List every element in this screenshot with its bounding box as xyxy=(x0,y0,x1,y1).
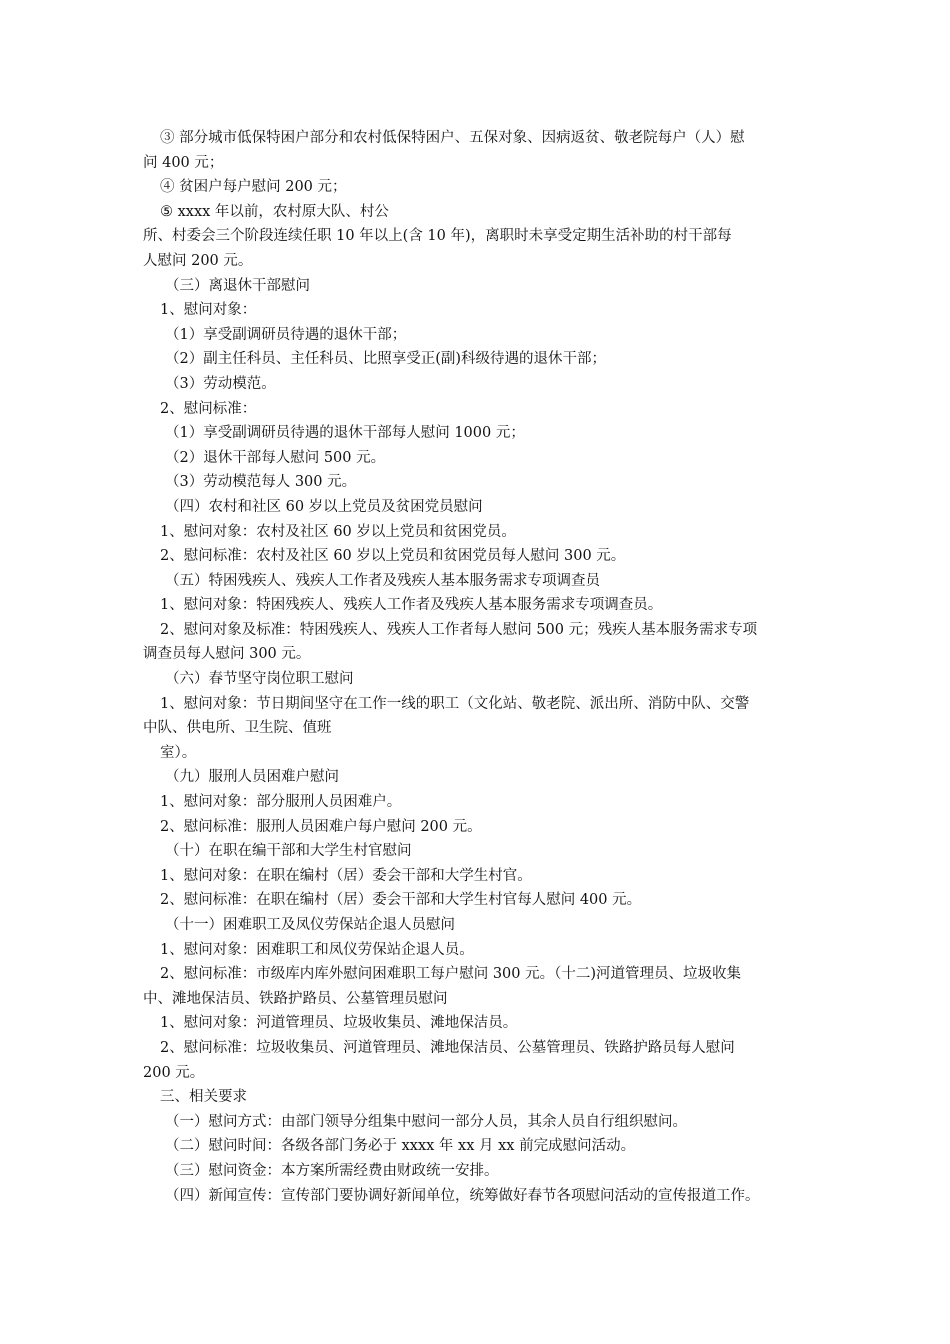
text-line: 1、慰问对象：农村及社区 60 岁以上党员和贫困党员。 xyxy=(160,523,516,540)
text-line: 1、慰问对象：特困残疾人、残疾人工作者及残疾人基本服务需求专项调查员。 xyxy=(160,597,663,614)
text-line: 中队、供电所、卫生院、值班 xyxy=(143,720,332,737)
text-line: 2、慰问标准：在职在编村（居）委会干部和大学生村官每人慰问 400 元。 xyxy=(160,892,642,909)
text-line: 调查员每人慰问 300 元。 xyxy=(143,646,311,663)
text-line: 2、慰问标准：垃圾收集员、河道管理员、滩地保洁员、公墓管理员、铁路护路员每人慰问 xyxy=(160,1039,735,1056)
text-line: 2、慰问标准： xyxy=(160,400,257,417)
text-line: ⑤ xxxx 年以前，农村原大队、村公 xyxy=(160,203,389,220)
text-line: 1、慰问对象：部分服刑人员困难户。 xyxy=(160,794,402,811)
text-line: 200 元。 xyxy=(143,1064,205,1081)
text-line: ④ 贫困户每户慰问 200 元； xyxy=(160,179,347,196)
text-line: 1、慰问对象：困难职工和凤仪劳保站企退人员。 xyxy=(160,941,474,958)
text-line: （2）副主任科员、主任科员、比照享受正(副)科级待遇的退休干部； xyxy=(165,351,607,368)
text-line: （九）服刑人员困难户慰问 xyxy=(165,769,339,786)
text-line: （五）特困残疾人、残疾人工作者及残疾人基本服务需求专项调查员 xyxy=(165,572,600,589)
text-line: 中、滩地保洁员、铁路护路员、公墓管理员慰问 xyxy=(143,990,448,1007)
text-line: 2、慰问对象及标准：特困残疾人、残疾人工作者每人慰问 500 元；残疾人基本服务需求专项 xyxy=(160,621,758,638)
text-line: （四）农村和社区 60 岁以上党员及贫困党员慰问 xyxy=(165,498,483,515)
text-line: （三）离退休干部慰问 xyxy=(165,277,310,294)
text-line: （四）新闻宣传：宣传部门要协调好新闻单位，统筹做好春节各项慰问活动的宣传报道工作。 xyxy=(165,1187,760,1204)
text-line: 问 400 元； xyxy=(143,154,224,171)
text-line: ③ 部分城市低保特困户部分和农村低保特困户、五保对象、因病返贫、敬老院每户（人）慰 xyxy=(160,130,745,146)
text-line: （二）慰问时间：各级各部门务必于 xxxx 年 xx 月 xx 前完成慰问活动。 xyxy=(165,1138,636,1155)
text-line: 1、慰问对象： xyxy=(160,302,257,319)
text-line: （1）享受副调研员待遇的退休干部每人慰问 1000 元； xyxy=(165,425,525,442)
text-line: 三、相关要求 xyxy=(160,1089,247,1106)
text-line: （一）慰问方式：由部门领导分组集中慰问一部分人员，其余人员自行组织慰问。 xyxy=(165,1113,687,1130)
text-line: 1、慰问对象：节日期间坚守在工作一线的职工（文化站、敬老院、派出所、消防中队、交警 xyxy=(160,695,750,712)
document-body xyxy=(143,126,813,1208)
text-line: 1、慰问对象：河道管理员、垃圾收集员、滩地保洁员。 xyxy=(160,1015,518,1032)
text-line: 1、慰问对象：在职在编村（居）委会干部和大学生村官。 xyxy=(160,867,532,884)
text-line: （2）退休干部每人慰问 500 元。 xyxy=(165,449,386,466)
text-line: （六）春节坚守岗位职工慰问 xyxy=(165,671,354,688)
text-line: 2、慰问标准：市级库内库外慰问困难职工每户慰问 300 元。（十二)河道管理员、垃圾收集 xyxy=(160,966,742,983)
text-line: 人慰问 200 元。 xyxy=(143,252,253,269)
text-line: （3）劳动模范每人 300 元。 xyxy=(165,474,357,491)
text-line: （3）劳动模范。 xyxy=(165,375,276,392)
text-line: （十一）困难职工及凤仪劳保站企退人员慰问 xyxy=(165,917,455,933)
text-line: 室）。 xyxy=(160,744,197,761)
text-line: （十）在职在编干部和大学生村官慰问 xyxy=(165,843,412,860)
text-line: （1）享受副调研员待遇的退休干部； xyxy=(165,326,407,343)
text-line: 所、村委会三个阶段连续任职 10 年以上(含 10 年)，离职时未享受定期生活补助的村干部每 xyxy=(143,228,732,245)
text-line: （三）慰问资金：本方案所需经费由财政统一安排。 xyxy=(165,1162,499,1179)
text-line: 2、慰问标准：农村及社区 60 岁以上党员和贫困党员每人慰问 300 元。 xyxy=(160,548,626,565)
text-line: 2、慰问标准：服刑人员困难户每户慰问 200 元。 xyxy=(160,818,482,835)
